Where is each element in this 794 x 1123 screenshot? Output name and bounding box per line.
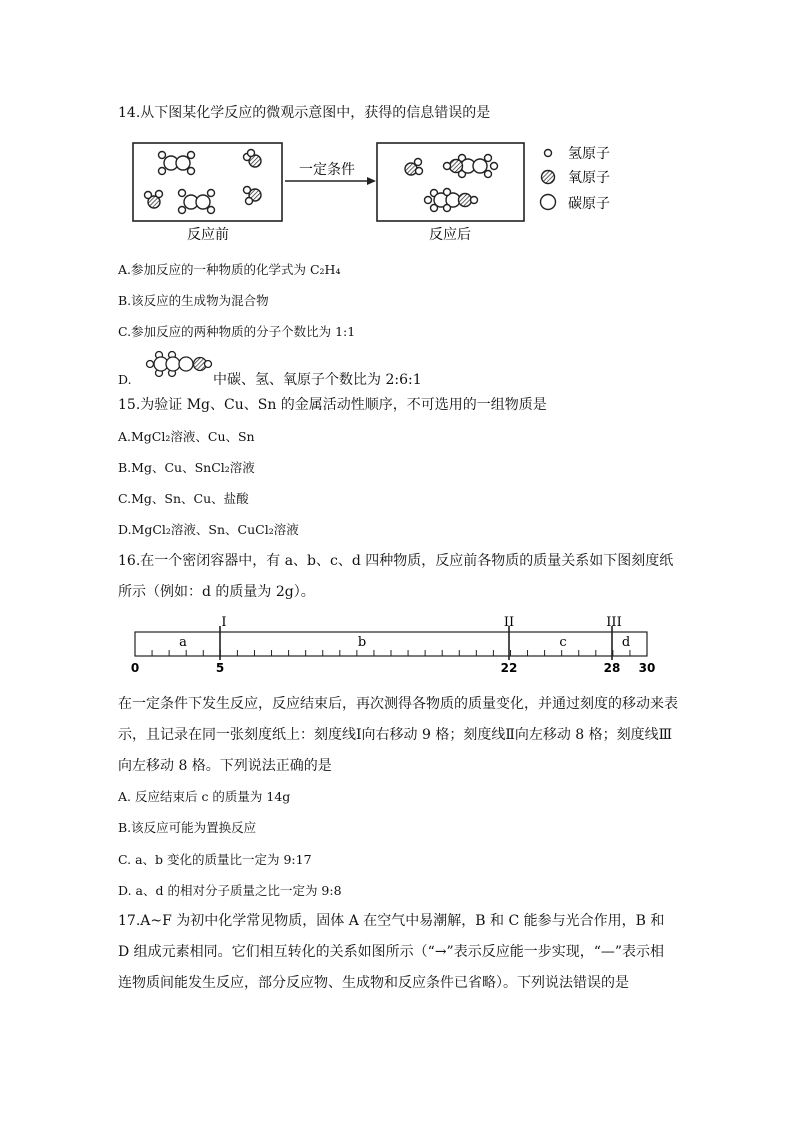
q15-option-c: C.Mg、Sn、Cu、盐酸 xyxy=(118,491,249,506)
q16-stem-line1: 16.在一个密闭容器中，有 a、b、c、d 四种物质，反应前各物质的质量关系如下图刻度纸 xyxy=(118,553,674,569)
ethanol-molecule-inline xyxy=(146,348,212,380)
reaction-arrow-head xyxy=(367,177,376,185)
legend-hydrogen-label: 氢原子 xyxy=(568,146,610,162)
q15-option-d: D.MgCl₂溶液、Sn、CuCl₂溶液 xyxy=(118,522,299,537)
segment-d-label: d xyxy=(621,635,631,650)
q14-option-a: A.参加反应的一种物质的化学式为 C₂H₄ xyxy=(118,262,341,277)
after-label: 反应后 xyxy=(429,227,471,243)
tick-label-30: 30 xyxy=(638,661,656,675)
tick-label-28: 28 xyxy=(603,661,621,675)
marker-II: II xyxy=(503,615,515,630)
q16-body: 在一定条件下发生反应，反应结束后，再次测得各物质的质量变化，并通过刻度的移动来表示，且记录在同一张刻度纸上：刻度线Ⅰ向右移动 9 格；刻度线Ⅱ向左移动 8 格；刻度线Ⅲ向左移动 8 格。下列说法正确的是 xyxy=(118,696,678,774)
arrow-label: 一定条件 xyxy=(299,162,355,178)
q14-reaction-diagram xyxy=(128,138,648,246)
q15-stem: 15.为验证 Mg、Cu、Sn 的金属活动性顺序，不可选用的一组物质是 xyxy=(118,397,547,413)
marker-I: I xyxy=(221,615,227,630)
q16-option-c: C. a、b 变化的质量比一定为 9:17 xyxy=(118,852,312,867)
legend-carbon-label: 碳原子 xyxy=(568,196,610,212)
q14-option-c: C.参加反应的两种物质的分子个数比为 1:1 xyxy=(118,324,356,339)
legend xyxy=(541,146,611,212)
segment-b-label: b xyxy=(357,635,367,650)
segment-c-label: c xyxy=(559,635,567,650)
oxygen-atom-icon xyxy=(542,171,555,184)
carbon-atom-icon xyxy=(541,195,556,210)
q16-option-a: A. 反应结束后 c 的质量为 14g xyxy=(118,789,291,804)
q17-stem: 17.A~F 为初中化学常见物质，固体 A 在空气中易潮解，B 和 C 能参与光合作用，B 和 D 组成元素相同。它们相互转化的关系如图所示（“→”表示反应能一步实现，“—”表示相连物质间能发生反应，部分反应物、生成物和反应条件已省略）。下列说法错误的是 xyxy=(118,913,665,991)
q16-stem-line2: 所示（例如：d 的质量为 2g）。 xyxy=(118,584,315,600)
scale-paper-diagram xyxy=(128,612,668,676)
before-label: 反应前 xyxy=(187,227,229,243)
q14-option-d-text: 中碳、氢、氧原子个数比为 2:6:1 xyxy=(213,372,422,388)
q14-option-b: B.该反应的生成物为混合物 xyxy=(118,293,269,308)
q16-option-d: D. a、d 的相对分子质量之比一定为 9:8 xyxy=(118,883,342,898)
q15-option-a: A.MgCl₂溶液、Cu、Sn xyxy=(118,429,255,444)
q16-option-b: B.该反应可能为置换反应 xyxy=(118,820,257,835)
q15-option-b: B.Mg、Cu、SnCl₂溶液 xyxy=(118,460,255,475)
q14-stem: 14.从下图某化学反应的微观示意图中，获得的信息错误的是 xyxy=(118,105,491,121)
tick-label-0: 0 xyxy=(130,661,140,675)
legend-oxygen-label: 氧原子 xyxy=(568,170,610,186)
hydrogen-atom-icon xyxy=(545,150,552,157)
tick-label-5: 5 xyxy=(215,661,225,675)
marker-III: III xyxy=(606,615,622,630)
segment-a-label: a xyxy=(179,635,187,650)
tick-label-22: 22 xyxy=(500,661,518,675)
q14-option-d-prefix: D. xyxy=(118,372,132,387)
